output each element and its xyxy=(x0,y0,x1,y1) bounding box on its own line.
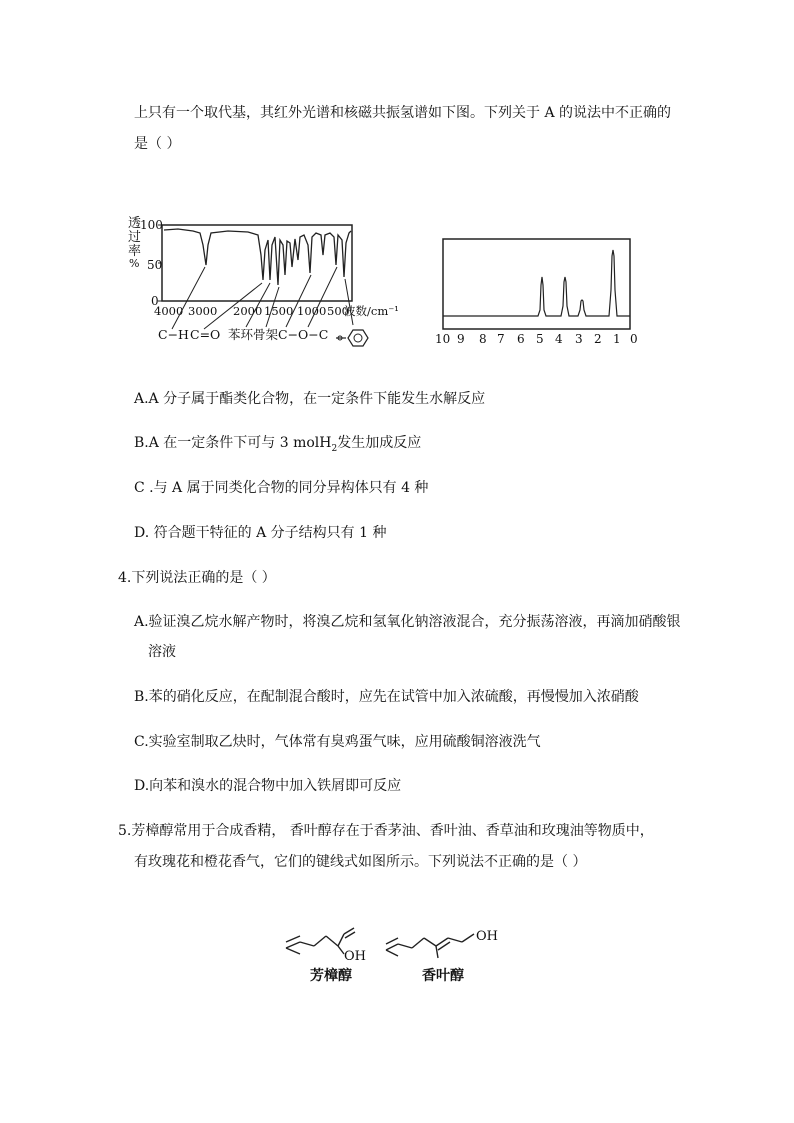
ir-ylabel-2: 率 xyxy=(128,244,142,259)
nmr-trace xyxy=(443,250,630,316)
geraniol-structure xyxy=(386,934,474,958)
nmr-xtick-9: 9 xyxy=(457,332,465,346)
ir-label-benzene: 苯环骨架 xyxy=(228,327,279,342)
ir-label-co: C=O xyxy=(190,327,221,342)
q4-option-b: B.苯的硝化反应，在配制混合酸时，应先在试管中加入浓硫酸，再慢慢加入浓硝酸 xyxy=(134,689,639,705)
q5-stem-line2: 有玫瑰花和橙花香气，它们的键线式如图所示。下列说法不正确的是（ ） xyxy=(134,854,587,870)
nmr-xtick-0: 0 xyxy=(630,332,638,346)
nmr-xtick-8: 8 xyxy=(479,332,487,346)
q4-option-c: C.实验室制取乙炔时，气体常有臭鸡蛋气味，应用硫酸铜溶液洗气 xyxy=(134,734,541,750)
q5-stem-line1: 5.芳樟醇常用于合成香精， 香叶醇存在于香茅油、香叶油、香草油和玫瑰油等物质中， xyxy=(118,823,654,839)
nmr-xtick-1: 1 xyxy=(613,332,621,346)
nmr-xtick-10: 10 xyxy=(435,332,451,346)
ir-xtick-2000: 2000 xyxy=(233,304,263,318)
q3-option-b-sub: 2 xyxy=(331,443,338,454)
linalool-name: 芳樟醇 xyxy=(310,968,352,984)
q3-option-a: A.A 分子属于酯类化合物，在一定条件下能发生水解反应 xyxy=(134,391,486,407)
q3-stem-line1: 上只有一个取代基，其红外光谱和核磁共振氢谱如下图。下列关于 A 的说法中不正确的 xyxy=(134,105,672,121)
ir-ylabel-0: 透 xyxy=(128,216,142,231)
nmr-xtick-3: 3 xyxy=(575,332,583,346)
ir-xtick-1000: 1000 xyxy=(297,304,327,318)
ir-label-ch: C−H xyxy=(158,327,189,342)
nmr-xtick-4: 4 xyxy=(555,332,563,346)
nmr-xtick-2: 2 xyxy=(594,332,602,346)
nmr-xtick-5: 5 xyxy=(536,332,544,346)
q3-stem-line2: 是（ ） xyxy=(134,136,181,152)
ir-ylabel-3: % xyxy=(129,257,140,270)
geraniol-name: 香叶醇 xyxy=(422,968,464,984)
ir-ytick-100: 100 xyxy=(140,218,163,232)
ir-xlabel: 波数/cm⁻¹ xyxy=(344,304,399,318)
ir-ytick-50: 50 xyxy=(147,258,163,272)
ir-xtick-500: 500 xyxy=(327,304,349,318)
ir-trace xyxy=(164,229,351,285)
nmr-xtick-6: 6 xyxy=(517,332,525,346)
geraniol-oh: OH xyxy=(476,929,498,944)
nmr-xtick-7: 7 xyxy=(497,332,505,346)
ir-xtick-1500: 1500 xyxy=(264,304,294,318)
q4-option-a-line1: A.验证溴乙烷水解产物时，将溴乙烷和氢氧化钠溶液混合，充分振荡溶液，再滴加硝酸银 xyxy=(134,614,681,630)
q3-option-c: C .与 A 属于同类化合物的同分异构体只有 4 种 xyxy=(134,480,429,496)
q4-stem: 4.下列说法正确的是（ ） xyxy=(118,570,276,586)
ir-frame xyxy=(162,225,352,301)
ir-xtick-3000: 3000 xyxy=(188,304,218,318)
q4-option-d: D.向苯和溴水的混合物中加入铁屑即可反应 xyxy=(134,778,402,794)
linalool-oh: OH xyxy=(344,949,366,964)
ir-ylabel-1: 过 xyxy=(128,230,142,245)
ir-ytick-0: 0 xyxy=(151,294,159,308)
q3-option-b xyxy=(134,434,421,458)
q4-option-a-line2: 溶液 xyxy=(148,644,176,660)
ir-xtick-4000: 4000 xyxy=(154,304,184,318)
q3-option-b-pre: B.A 在一定条件下可与 3 molH xyxy=(134,435,332,451)
nmr-spectrum-figure xyxy=(430,230,650,350)
benzene-ring-icon xyxy=(336,330,368,346)
q3-option-d: D. 符合题干特征的 A 分子结构只有 1 种 xyxy=(134,525,387,541)
q3-option-b-post: 发生加成反应 xyxy=(337,435,422,451)
structures-figure xyxy=(278,920,518,990)
ir-label-coc: C−O−C xyxy=(278,327,329,342)
ir-spectrum-figure xyxy=(118,205,418,365)
